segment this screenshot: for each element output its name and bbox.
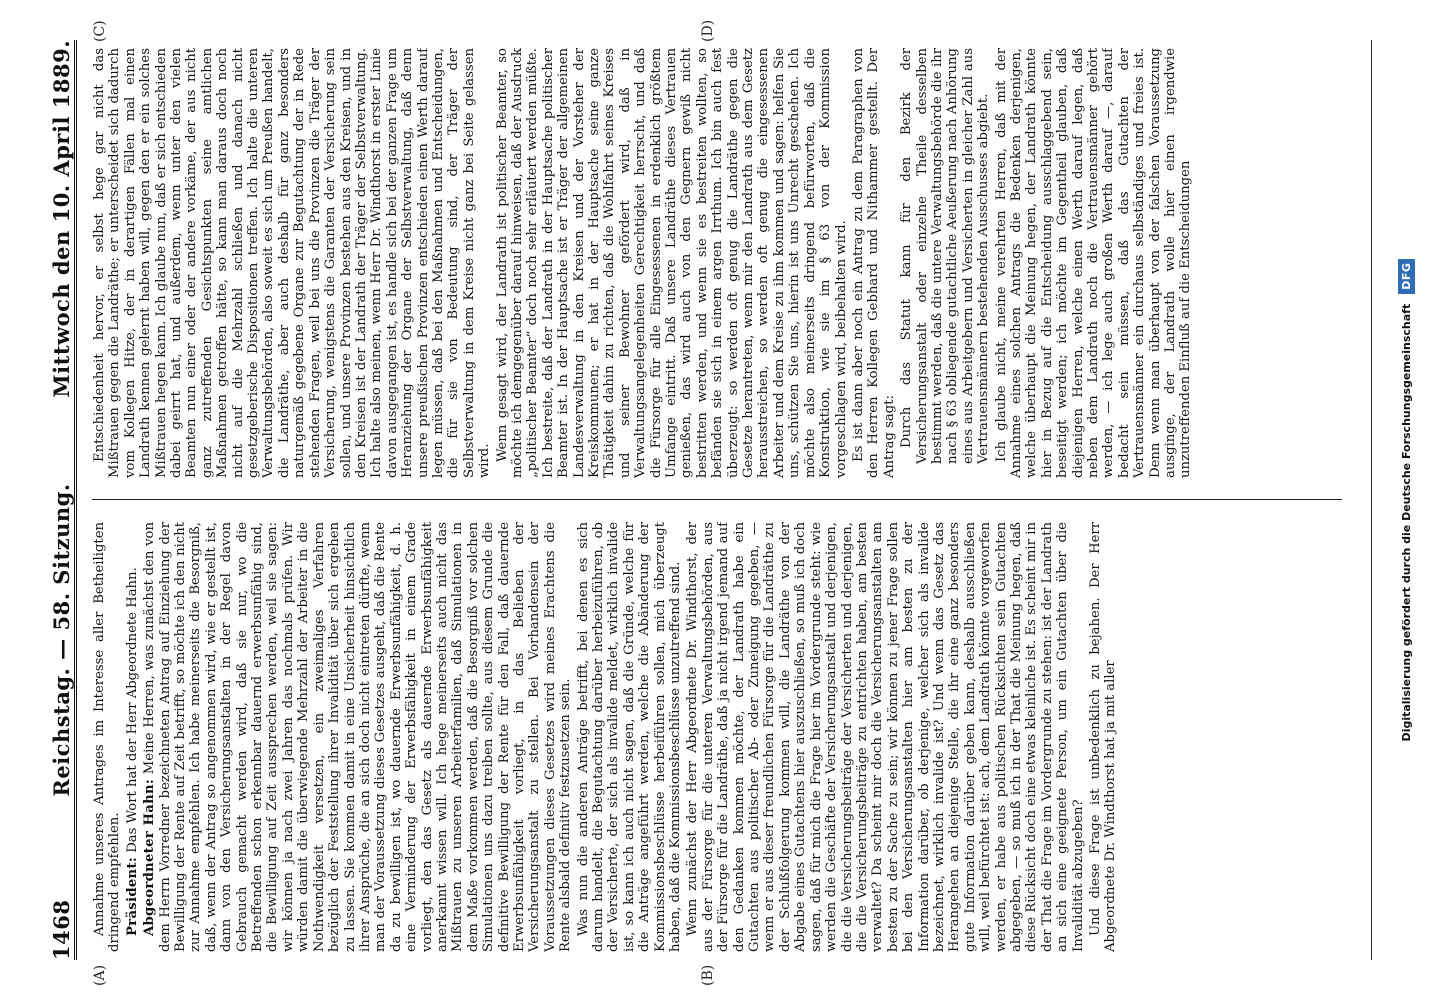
page-header: [40, 40, 77, 960]
paragraph: [125, 522, 140, 952]
margin-mark-b: (B): [700, 964, 716, 986]
margin-mark-c: (C): [92, 20, 108, 42]
paragraph-text: Entschiedenheit hervor, er selbst hege gar nicht das Mißtrauen gegen die Landräthe; er unterscheidet sich dadurch vom Kollegen Hitze, der in derartigen Fällen mal einen Landrath kennen gelernt haben will, gegen den er ein solches Mißtrauen hegen kann. Ich glaube nun, daß er sich entschieden dabei geirrt hat, und außerdem, wenn unter den vielen Beamten nun einer oder der andere vorkäme, der aus nicht ganz zutreffenden Gesichtspunkten seine amtlichen Maßnahmen getroffen hätte, so kann man daraus doch noch nicht auf die Mehrzahl schließen und danach nicht gesetzgeberische Dispositionen treffen. Ich halte die unteren Verwaltungsbehörden, also soweit es sich um Preußen handelt, die Landräthe, aber auch deshalb für ganz besonders naturgemäß gegebene Organe zur Begutachtung der in Rede stehenden Fragen, weil bei uns die Provinzen die Träger der Versicherung, wenigstens die Garanten der Versicherung sein sollen, und unsere Provinzen bestehen aus den Kreisen, und in den Kreisen ist der Landrath der Träger der Selbstverwaltung. Ich halte also meinen, wenn Herr Dr. Windthorst in erster Linie davon ausgegangen ist, es handle sich bei der ganzen Frage um Heranziehung der Organe der Selbstverwaltung, daß denn unsere preußischen Provinzen entschieden einen Werth darauf legen müssen, daß bei den Maßnahmen und Entscheidungen, die für sie von Bedeutung sind, der Träger der Selbstverwaltung in dem Kreise nicht ganz bei Seite gelassen wird.: [92, 48, 493, 478]
quoted-motion-text: Durch das Statut kann für den Bezirk der Versicherungsanstalt oder einzelne Theile desselben bestimmt werden, daß die untere Verwaltungsbehörde die ihr nach § 63 obliegende gutachtliche Aeußerung nach Anhörung eines aus Arbeitgebern und Versicherten in gleicher Zahl aus Vertrauensmännern bestehenden Ausschusses abgiebt.: [899, 48, 992, 464]
paragraph-text: Und diese Frage ist unbedenklich zu bejahen. Der Herr Abgeordnete Dr. Windthorst hat ja mit aller: [1088, 522, 1119, 952]
speech-text: Meine Herren, was zunächst den von dem Herrn Vorredner bezeichneten Antrag auf Einziehung der Bewilligung der Rente auf Zeit betrifft, so möchte ich den nicht zur Annahme empfehlen. Ich habe meinerseits die Besorgniß, daß, wenn der Antrag so angenommen wird, wie er gestellt ist, dann von den Versicherungsanstalten in der Regel davon Gebrauch gemacht werden wird, daß sie nur, wo die Betreffenden schon erkennbar dauernd erwerbsunfähig sind, die Bewilligung auf Zeit aussprechen werden, weil sie sagen: wir können ja nach zwei Jahren das nochmals prüfen. Wir würden damit die überwiegende Mehrzahl der Arbeiter in die Nothwendigkeit versetzen, ein zweimaliges Verfahren bezüglich der Feststellung ihrer Invalidität über sich ergehen zu lassen. Sie kommen damit in eine Unsicherheit hinsichtlich ihrer Ansprüche, die an sich doch nicht eintreten dürfte, wenn man der Voraussetzung dieses Gesetzes ausgeht, daß die Rente da zu bewilligen ist, wo dauernde Erwerbsunfähigkeit, d. h. eine Verminderung der Erwerbsfähigkeit in einem Grade vorliegt, den das Gesetz als dauernde Erwerbsunfähigkeit anerkannt wissen will. Ich hege meinerseits auch nicht das Mißtrauen zu unseren Arbeiterfamilien, daß Simulationen in dem Maße vorkommen werden, daß die Besorgniß vor solchen Simulationen uns dazu treiben sollte, aus diesem Grunde die definitive Bewilligung der Rente für den Fall, daß dauernde Erwerbsunfähigkeit vorliegt, in das Belieben der Versicherungsanstalt zu stellen. Bei Vorhandensein der Voraussetzungen dieses Gesetzes wird meines Erachtens die Rente alsbald definitiv festzusetzen sein.: [142, 522, 574, 952]
dfg-logo: DFG: [1398, 259, 1415, 294]
paragraph: [92, 48, 493, 478]
paragraph: [142, 522, 573, 952]
margin-mark-d: (D): [700, 19, 716, 42]
bottom-rule: [1371, 40, 1372, 960]
session-title: Reichstag. — 58. Sitzung.: [49, 483, 74, 797]
speaker-name: Präsident:: [124, 856, 140, 936]
speaker-name: Abgeordneter Hahn:: [142, 778, 158, 936]
paragraph: [576, 522, 684, 952]
left-text-column: [92, 522, 1342, 952]
paragraph: [685, 522, 1086, 952]
paragraph: [851, 48, 897, 478]
paragraph-text: Es ist dann aber noch ein Antrag zu dem Paragraphen von den Herren Kollegen Gebhard und Nithammer gestellt. Der Antrag sagt:: [850, 48, 897, 478]
paragraph: [495, 48, 849, 478]
margin-mark-a: (A): [92, 964, 108, 986]
paragraph-text: Annahme unseres Antrages im Interesse aller Betheiligten dringend empfehlen.: [92, 522, 123, 952]
paragraph: [92, 522, 123, 952]
right-text-column: [92, 48, 1342, 478]
paragraph-text: Wenn zunächst der Herr Abgeordnete Dr. Windthorst, der aus der Fürsorge für die unteren Verwaltungsbehörden, aus der Fürsorge für die Landräthe, daß ja nicht irgend jemand auf den Gedanken kommen möchte, der Landrath habe ein Gutachten aus politischer Ab- oder Zuneigung gegeben, — wenn er aus dieser freundlichen Fürsorge für die Landräthe zu der Schlußfolgerung kommen will, die Landräthe von der Abgabe eines Gutachtens hier auszuschließen, so muß ich doch sagen, daß für mich die Frage hier im Vordergrunde steht: wie werden die Geschäfte der Versicherungsanstalt und derjenigen, die die Versicherungsbeiträge der Versicherten und derjenigen, die die Versicherungsbeiträge zu entrichten haben, am besten verwaltet? Da scheint mir doch die Versicherungsanstalten am besten zu der Sache zu sein; wir können zu jener Frage sollen bei den Versicherungsanstalten hier am besten zu der Information darüber, ob derjenige, welcher sich als invalide bezeichnet, wirklich invalide ist? Und wenn das Gesetz das Herangehen an diejenige Stelle, die ihr eine ganz besonders gute Information darüber geben kann, deshalb ausschließen will, weil befürchtet ist: ach, dem Landrath könnte vorgeworfen werden, er habe aus politischen Rücksichten sein Gutachten abgegeben, — so muß ich in der That die Meinung hegen, daß diese Rücksicht doch eine etwas kleinliche ist. Es scheint mir in der That die Frage im Vordergrunde zu stehen: ist der Landrath an sich eine geeignete Person, um ein Gutachten über die Invalidität abzugeben?: [685, 522, 1086, 952]
paragraph: [994, 48, 1194, 478]
column-divider: [92, 499, 1342, 500]
paragraph: [1088, 522, 1119, 952]
paragraph-text: Ich glaube nicht, meine verehrten Herren, daß mit der Annahme eines solchen Antrags die Bedenken derjenigen, welche überhaupt die Meinung hegen, der Landrath könnte hier in Bezug auf die Entscheidung ausschlaggebend sein, beseitigt werden; ich möchte im Gegentheil glauben, daß diejenigen Herren, welche einen Werth darauf legen, daß neben dem Landrath noch die Vertrauensmänner gehört werden, — ich lege auch großen Werth darauf —, darauf bedacht sein müssen, daß das Gutachten der Vertrauensmänner ein durchaus selbständiges und freies ist. Denn wenn man überhaupt von der falschen Voraussetzung ausginge, der Landrath wolle hier einen irgendwie unzutreffenden Einfluß auf die Entscheidungen: [993, 48, 1194, 478]
speech-text: Das Wort hat der Herr Abgeordnete Hahn.: [124, 567, 140, 853]
paragraph-text: Was nun die anderen Anträge betrifft, bei denen es sich darum handelt, die Begutachtung darüber herbeizuführen, ob der Versicherte, der sich als invalide meldet, wirklich invalide ist, so kann ich auch nicht sagen, daß die Gründe, welche für die Anträge angeführt werden, welche die Abänderung der Kommissionsbeschlüsse herbeiführen sollen, mich überzeugt haben, daß die Kommissionsbeschlüsse unzutreffend sind.: [575, 522, 684, 952]
paragraph-text: Wenn gesagt wird, der Landrath ist politischer Beamter, so möchte ich demgegenüber darauf hinweisen, daß der Ausdruck „politischer Beamter“ doch noch sehr erläutert werden müßte. Ich bestreite, daß der Landrath in der Hauptsache politischer Beamter ist. In der Hauptsache ist er Träger der allgemeinen Landesverwaltung in den Kreisen und der Vorsteher der Kreiskommunen; er hat in der Hauptsache seine ganze Thätigkeit dahin zu richten, daß die Wohlfahrt seines Kreises und seiner Bewohner gefördert wird, daß in Verwaltungsangelegenheiten Gerechtigkeit herrscht, und daß die Fürsorge für alle Eingesessenen in erdenklich größtem Umfange eintritt. Daß unsere Landräthe dieses Vertrauen genießen, das wird auch von den Gegnern gewiß nicht bestritten werden, und wenn sie es bestreiten wollten, so befänden sie sich in einem argen Irrthum. Ich bin auch fest überzeugt: so werden oft genug die Landräthe gegen die Gesetze herantreten, wenn mir den Landrath aus dem Gesetz herausstreichen, so werden oft genug die eingesessenen Arbeiter und dem Kreise zu ihm kommen und sagen: helfen Sie uns, schützen Sie uns, hierin ist uns Unrecht geschehen. Ich möchte also meinerseits dringend befürworten, daß die Konstruktion, wie sie im § 63 von der Kommission vorgeschlagen wird, beibehalten wird.: [494, 48, 849, 478]
paragraph: [899, 48, 991, 478]
digitization-credit: [1392, 40, 1420, 960]
page-number: 1468: [49, 899, 74, 960]
session-date: Mittwoch den 10. April 1889.: [49, 40, 74, 398]
credit-text: Digitalisierung gefördert durch die Deutsche Forschungsgemeinschaft: [1399, 303, 1413, 742]
